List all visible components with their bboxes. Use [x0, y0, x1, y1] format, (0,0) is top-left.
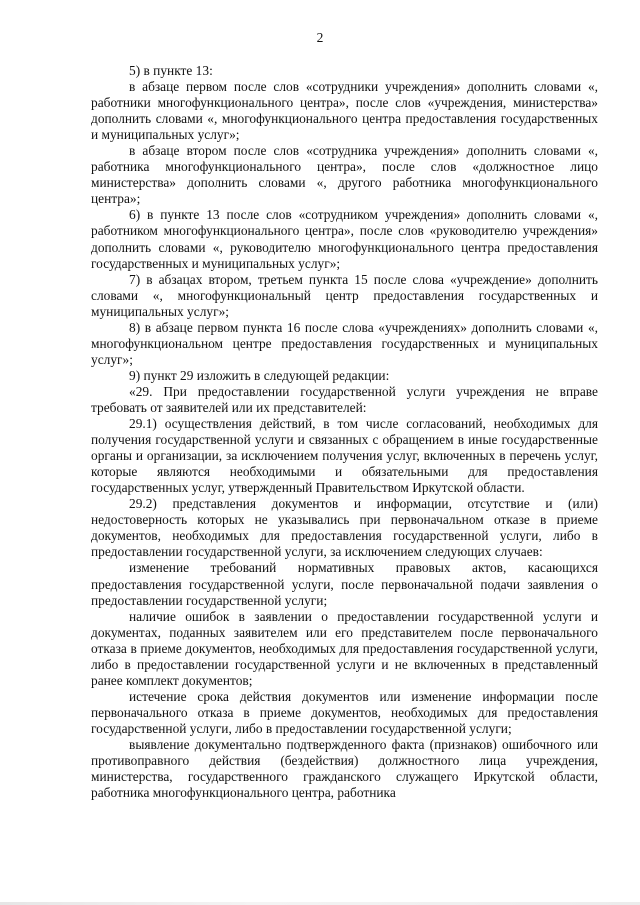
paragraph-case-errors: наличие ошибок в заявлении о предоставлении государственной услуги и документах, поданных заявителем или его представителем после первоначального отказа в приеме документов, необходимых для предоставления государственной услуги, либо в предоставлении государственной услуги и не включенных в представленный ранее комплект документов;	[91, 608, 598, 688]
paragraph-item-6: 6) в пункте 13 после слов «сотрудником учреждения» дополнить словами «, работником многофункционального центра», после слов «руководителю учреждения» дополнить словами «, руководителю многофункционального центра предоставления государственных и муниципальных услуг»;	[91, 207, 598, 271]
paragraph-point-29: «29. При предоставлении государственной услуги учреждения не вправе требовать от заявителей или их представителей:	[91, 383, 598, 415]
paragraph-item-5-second-abzac: в абзаце втором после слов «сотрудника учреждения» дополнить словами «, работника многофункционального центра», после слов «должностное лицо министерства» дополнить словами «, другого работника многофункционального центра»;	[91, 143, 598, 207]
paragraph-point-29-1: 29.1) осуществления действий, в том числе согласований, необходимых для получения государственной услуги и связанных с обращением в иные государственные органы и организации, за исключением получения услуг, включенных в перечень услуг, которые являются необходимыми и обязательными для предоставления государственных услуг, утвержденный Правительством Иркутской области.	[91, 416, 598, 496]
document-body	[91, 63, 598, 801]
paragraph-item-5: 5) в пункте 13:	[129, 63, 213, 78]
paragraph-item-5-first-abzac: в абзаце первом после слов «сотрудники учреждения» дополнить словами «, работники многофункционального центра», после слов «учреждения, министерства» дополнить словами «, многофункционального центра предоставления государственных и муниципальных услуг»;	[91, 79, 598, 143]
paragraph-case-requirements-change: изменение требований нормативных правовых актов, касающихся предоставления государственной услуги, после первоначальной подачи заявления о предоставлении государственной услуги;	[91, 560, 598, 608]
paragraph-item-8: 8) в абзаце первом пункта 16 после слова «учреждениях» дополнить словами «, многофункциональном центре предоставления государственных и муниципальных услуг»;	[91, 319, 598, 367]
paragraph-case-violation: выявление документально подтвержденного факта (признаков) ошибочного или противоправного действия (бездействия) должностного лица учреждения, министерства, государственного гражданского служащего Иркутской области, работника многофункционального центра, работника	[91, 736, 598, 801]
paragraph-item-9: 9) пункт 29 изложить в следующей редакции:	[129, 367, 390, 383]
paragraph-item-7: 7) в абзацах втором, третьем пункта 15 после слова «учреждение» дополнить словами «, многофункциональный центр предоставления государственных и муниципальных услуг»;	[91, 271, 598, 319]
paragraph-case-expiry: истечение срока действия документов или изменение информации после первоначального отказа в приеме документов, необходимых для предоставления государственной услуги, либо в предоставлении государственной услуги;	[91, 688, 598, 736]
paragraph-point-29-2: 29.2) представления документов и информации, отсутствие и (или) недостоверность которых не указывались при первоначальном отказе в приеме документов, необходимых для предоставления государственной услуги, либо в предоставлении государственной услуги, за исключением следующих случаев:	[91, 496, 598, 560]
page-number: 2	[316, 30, 324, 45]
